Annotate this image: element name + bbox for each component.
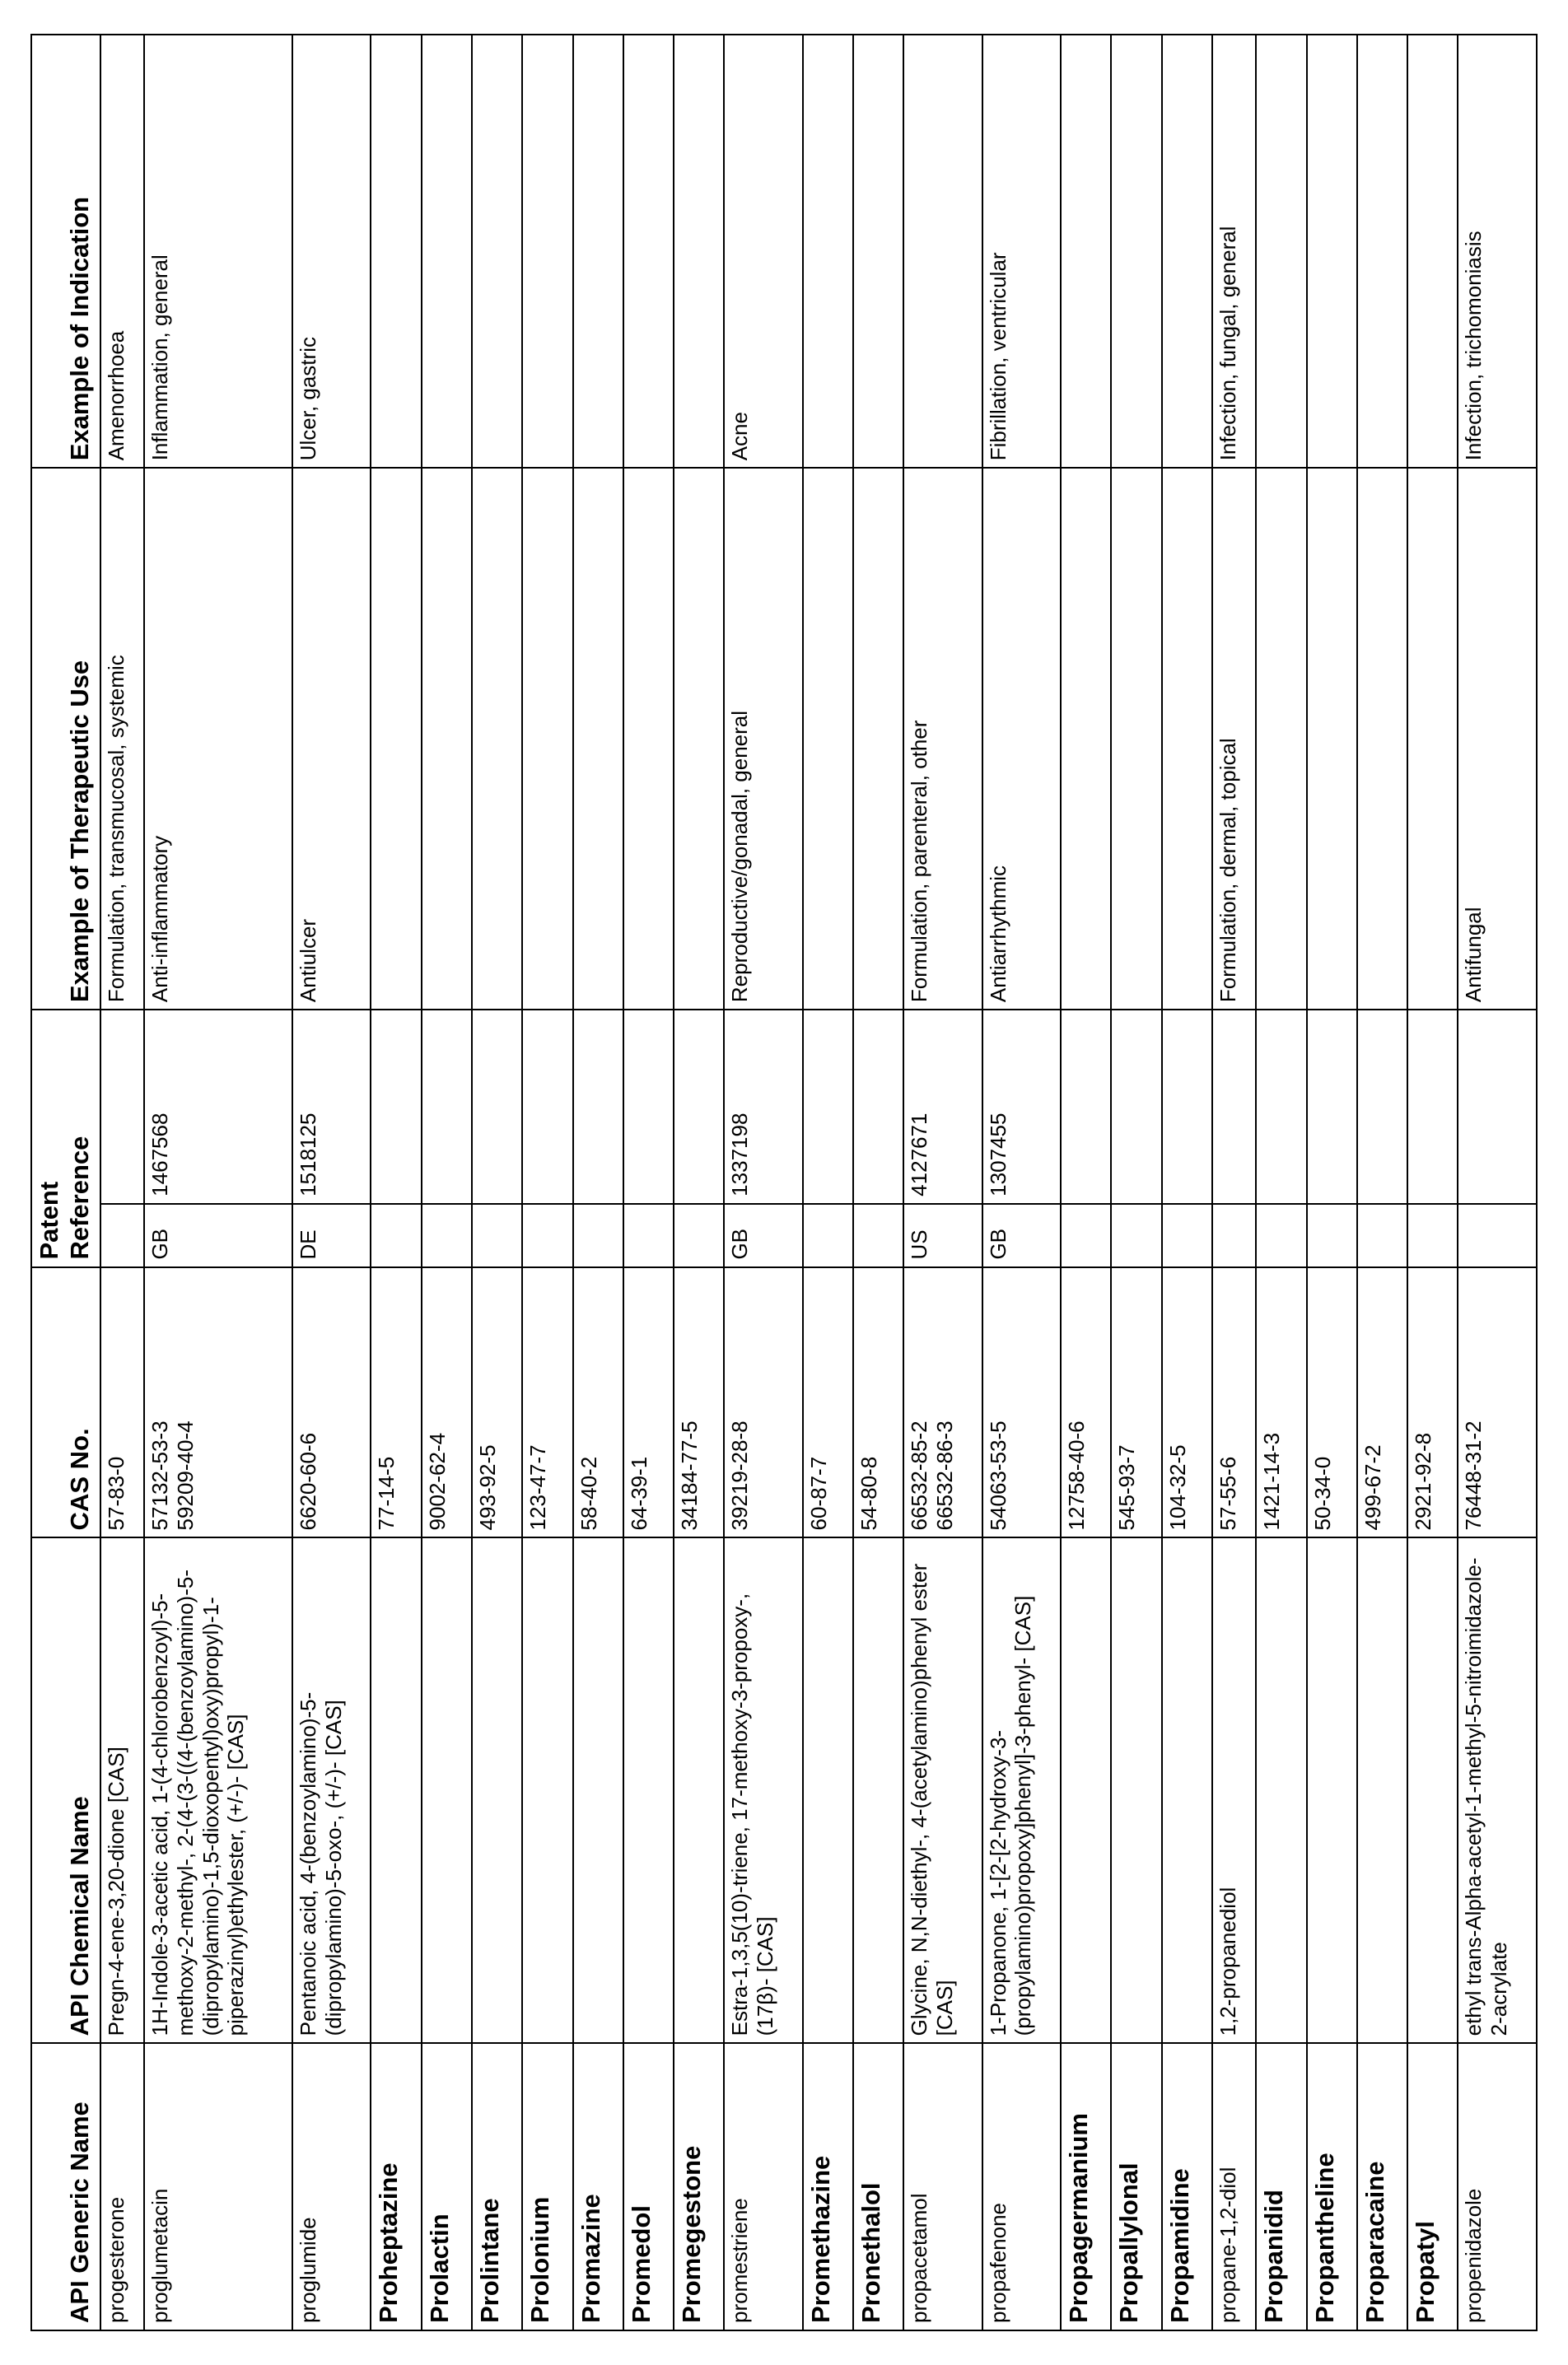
cell-therapeutic-use — [422, 468, 472, 1010]
table-row — [100, 35, 144, 2330]
cell-generic-name: Proparacaine — [1357, 2043, 1407, 2330]
cell-patent-country — [1061, 1204, 1111, 1267]
cell-therapeutic-use — [1407, 468, 1458, 1010]
cell-cas-no: 123-47-7 — [522, 1267, 572, 1538]
api-reference-table — [30, 34, 1538, 2331]
cell-generic-name: Propatyl — [1407, 2043, 1458, 2330]
column-header-generic-name: API Generic Name — [31, 2043, 100, 2330]
cell-generic-name: Promegestone — [674, 2043, 724, 2330]
table-row — [1212, 35, 1256, 2330]
cell-generic-name: progesterone — [100, 2043, 144, 2330]
cell-indication: Acne — [724, 35, 802, 468]
cell-cas-no: 64-39-1 — [623, 1267, 674, 1538]
cell-generic-name: propane-1,2-diol — [1212, 2043, 1256, 2330]
cell-generic-name: propenidazole — [1458, 2043, 1537, 2330]
cell-generic-name: Prolonium — [522, 2043, 572, 2330]
cell-chemical-name: 1-Propanone, 1-[2-[2-hydroxy-3-(propylamino)propoxy]phenyl]-3-phenyl- [CAS] — [982, 1537, 1061, 2043]
cell-patent-country — [371, 1204, 421, 1267]
cell-chemical-name: Glycine, N,N-diethyl-, 4-(acetylamino)phenyl ester [CAS] — [903, 1537, 982, 2043]
cell-therapeutic-use: Formulation, dermal, topical — [1212, 468, 1256, 1010]
cell-therapeutic-use — [573, 468, 623, 1010]
cell-cas-no: 1421-14-3 — [1256, 1267, 1306, 1538]
cell-generic-name: Proheptazine — [371, 2043, 421, 2330]
table-row — [803, 35, 853, 2330]
table-header-row — [31, 35, 100, 2330]
cell-generic-name: Propanidid — [1256, 2043, 1306, 2330]
cell-chemical-name — [1256, 1537, 1306, 2043]
cell-cas-no: 9002-62-4 — [422, 1267, 472, 1538]
cell-indication — [1307, 35, 1357, 468]
cell-patent-number — [1407, 1010, 1458, 1204]
cell-patent-number — [422, 1010, 472, 1204]
cell-cas-no: 54-80-8 — [853, 1267, 903, 1538]
cell-chemical-name: Pentanoic acid, 4-(benzoylamino)-5-(dipropylamino)-5-oxo-, (+/-)- [CAS] — [292, 1537, 371, 2043]
cell-chemical-name — [522, 1537, 572, 2043]
cell-patent-number — [1111, 1010, 1161, 1204]
cell-chemical-name — [674, 1537, 724, 2043]
cell-indication — [623, 35, 674, 468]
cell-patent-country — [1162, 1204, 1212, 1267]
cell-cas-no: 58-40-2 — [573, 1267, 623, 1538]
table-row — [573, 35, 623, 2330]
cell-therapeutic-use: Anti-inflammatory — [144, 468, 292, 1010]
table-row — [674, 35, 724, 2330]
cell-patent-number — [623, 1010, 674, 1204]
cell-patent-country — [472, 1204, 522, 1267]
cell-chemical-name: 1H-Indole-3-acetic acid, 1-(4-chlorobenzoyl)-5-methoxy-2-methyl-, 2-(4-(3-((4-(benzoylamino)-5-(dipropylamino)-1,5-dioxopentyl)oxy)propyl)-1-piperazinyl)ethylester, (+/-)- [CAS] — [144, 1537, 292, 2043]
cell-indication — [1256, 35, 1306, 468]
cell-patent-number — [371, 1010, 421, 1204]
patent-header-line2: Reference — [64, 1136, 94, 1260]
cell-patent-country: US — [903, 1204, 982, 1267]
cell-generic-name: propafenone — [982, 2043, 1061, 2330]
cell-therapeutic-use — [623, 468, 674, 1010]
cell-chemical-name — [853, 1537, 903, 2043]
table-row — [371, 35, 421, 2330]
cell-cas-no: 2921-92-8 — [1407, 1267, 1458, 1538]
column-header-indication: Example of Indication — [31, 35, 100, 468]
cell-therapeutic-use: Antiarrhythmic — [982, 468, 1061, 1010]
cell-patent-country — [1357, 1204, 1407, 1267]
cell-indication: Fibrillation, ventricular — [982, 35, 1061, 468]
cell-generic-name: Pronethalol — [853, 2043, 903, 2330]
cell-patent-country — [1256, 1204, 1306, 1267]
table-row — [853, 35, 903, 2330]
cell-patent-country — [100, 1204, 144, 1267]
cell-patent-country — [623, 1204, 674, 1267]
table-row — [522, 35, 572, 2330]
table-row — [1061, 35, 1111, 2330]
cell-therapeutic-use: Formulation, parenteral, other — [903, 468, 982, 1010]
cell-generic-name: Promazine — [573, 2043, 623, 2330]
cell-patent-country — [803, 1204, 853, 1267]
cell-chemical-name — [1162, 1537, 1212, 2043]
cell-cas-no: 76448-31-2 — [1458, 1267, 1537, 1538]
cell-cas-no: 77-14-5 — [371, 1267, 421, 1538]
table-row — [1458, 35, 1537, 2330]
cell-therapeutic-use: Antiulcer — [292, 468, 371, 1010]
cell-chemical-name: Estra-1,3,5(10)-triene, 17-methoxy-3-propoxy-, (17β)- [CAS] — [724, 1537, 802, 2043]
table-row — [1307, 35, 1357, 2330]
cell-indication — [522, 35, 572, 468]
cell-patent-number: 4127671 — [903, 1010, 982, 1204]
cell-indication — [903, 35, 982, 468]
cell-indication — [803, 35, 853, 468]
cell-therapeutic-use — [371, 468, 421, 1010]
cell-indication: Inflammation, general — [144, 35, 292, 468]
cell-patent-country — [674, 1204, 724, 1267]
cell-patent-number: 1307455 — [982, 1010, 1061, 1204]
cell-indication — [1061, 35, 1111, 468]
cell-patent-number — [573, 1010, 623, 1204]
cell-chemical-name: Pregn-4-ene-3,20-dione [CAS] — [100, 1537, 144, 2043]
cell-generic-name: Prolintane — [472, 2043, 522, 2330]
table-row — [144, 35, 292, 2330]
cell-generic-name: Propantheline — [1307, 2043, 1357, 2330]
cell-patent-country — [1307, 1204, 1357, 1267]
table-row — [1256, 35, 1306, 2330]
cell-therapeutic-use — [1357, 468, 1407, 1010]
cell-patent-country — [1212, 1204, 1256, 1267]
table-row — [472, 35, 522, 2330]
cell-patent-number: 1467568 — [144, 1010, 292, 1204]
cell-cas-no: 60-87-7 — [803, 1267, 853, 1538]
cell-patent-number — [472, 1010, 522, 1204]
table-row — [1407, 35, 1458, 2330]
cell-chemical-name — [1357, 1537, 1407, 2043]
cell-cas-no: 12758-40-6 — [1061, 1267, 1111, 1538]
cell-chemical-name — [472, 1537, 522, 2043]
cell-patent-number — [1256, 1010, 1306, 1204]
cell-cas-no: 493-92-5 — [472, 1267, 522, 1538]
cell-patent-country — [853, 1204, 903, 1267]
cell-cas-no: 39219-28-8 — [724, 1267, 802, 1538]
cell-indication — [472, 35, 522, 468]
cell-patent-number — [1162, 1010, 1212, 1204]
cell-therapeutic-use — [1256, 468, 1306, 1010]
cell-chemical-name — [623, 1537, 674, 2043]
cell-patent-number — [1061, 1010, 1111, 1204]
cell-chemical-name — [422, 1537, 472, 2043]
column-header-cas-no: CAS No. — [31, 1267, 100, 1538]
cell-cas-no: 499-67-2 — [1357, 1267, 1407, 1538]
cell-chemical-name: 1,2-propanediol — [1212, 1537, 1256, 2043]
cell-indication — [573, 35, 623, 468]
cell-indication — [422, 35, 472, 468]
cell-patent-number: 1518125 — [292, 1010, 371, 1204]
cell-patent-number: 1337198 — [724, 1010, 802, 1204]
cell-patent-number — [100, 1010, 144, 1204]
cell-patent-number — [522, 1010, 572, 1204]
cell-patent-number — [803, 1010, 853, 1204]
cell-chemical-name — [573, 1537, 623, 2043]
cell-indication — [1407, 35, 1458, 468]
cell-therapeutic-use — [1307, 468, 1357, 1010]
cell-therapeutic-use — [1061, 468, 1111, 1010]
cell-patent-country — [1111, 1204, 1161, 1267]
cell-indication — [1162, 35, 1212, 468]
cell-chemical-name — [1307, 1537, 1357, 2043]
table-row — [724, 35, 802, 2330]
cell-cas-no: 34184-77-5 — [674, 1267, 724, 1538]
cell-cas-no: 50-34-0 — [1307, 1267, 1357, 1538]
table-header — [31, 35, 100, 2330]
cell-therapeutic-use — [674, 468, 724, 1010]
table-row — [292, 35, 371, 2330]
cell-indication — [853, 35, 903, 468]
cell-patent-number — [853, 1010, 903, 1204]
cell-chemical-name — [803, 1537, 853, 2043]
cell-patent-number — [674, 1010, 724, 1204]
cell-patent-number — [1307, 1010, 1357, 1204]
table-row — [422, 35, 472, 2330]
cell-therapeutic-use — [1162, 468, 1212, 1010]
cell-patent-country: GB — [982, 1204, 1061, 1267]
cell-generic-name: promestriene — [724, 2043, 802, 2330]
table-row — [982, 35, 1061, 2330]
cell-indication: Infection, fungal, general — [1212, 35, 1256, 468]
cell-chemical-name: ethyl trans-Alpha-acetyl-1-methyl-5-nitroimidazole-2-acrylate — [1458, 1537, 1537, 2043]
cell-patent-number — [1458, 1010, 1537, 1204]
cell-generic-name: Promethazine — [803, 2043, 853, 2330]
table-row — [1111, 35, 1161, 2330]
cell-chemical-name — [1111, 1537, 1161, 2043]
cell-chemical-name — [1407, 1537, 1458, 2043]
table-row — [1162, 35, 1212, 2330]
cell-therapeutic-use: Formulation, transmucosal, systemic — [100, 468, 144, 1010]
cell-indication — [1111, 35, 1161, 468]
column-header-therapeutic-use: Example of Therapeutic Use — [31, 468, 100, 1010]
cell-therapeutic-use — [853, 468, 903, 1010]
cell-patent-country — [573, 1204, 623, 1267]
table-row — [1357, 35, 1407, 2330]
table-row — [623, 35, 674, 2330]
cell-generic-name: propacetamol — [903, 2043, 982, 2330]
cell-indication: Infection, trichomoniasis — [1458, 35, 1537, 468]
cell-indication — [674, 35, 724, 468]
cell-cas-no: 54063-53-5 — [982, 1267, 1061, 1538]
cell-patent-country — [422, 1204, 472, 1267]
cell-indication: Amenorrhoea — [100, 35, 144, 468]
cell-patent-country: GB — [724, 1204, 802, 1267]
cell-therapeutic-use: Reproductive/gonadal, general — [724, 468, 802, 1010]
cell-generic-name: Prolactin — [422, 2043, 472, 2330]
cell-indication — [1357, 35, 1407, 468]
cell-therapeutic-use — [1111, 468, 1161, 1010]
cell-patent-country: DE — [292, 1204, 371, 1267]
cell-chemical-name — [1061, 1537, 1111, 2043]
cell-generic-name: Propamidine — [1162, 2043, 1212, 2330]
cell-indication: Ulcer, gastric — [292, 35, 371, 468]
column-header-patent-reference — [31, 1010, 100, 1266]
cell-patent-number — [1212, 1010, 1256, 1204]
cell-patent-country — [1458, 1204, 1537, 1267]
cell-generic-name: proglumide — [292, 2043, 371, 2330]
cell-indication — [371, 35, 421, 468]
cell-generic-name: proglumetacin — [144, 2043, 292, 2330]
cell-generic-name: Propallylonal — [1111, 2043, 1161, 2330]
cell-generic-name: Propagermanium — [1061, 2043, 1111, 2330]
cell-therapeutic-use: Antifungal — [1458, 468, 1537, 1010]
cell-therapeutic-use — [522, 468, 572, 1010]
cell-patent-country — [522, 1204, 572, 1267]
table-body — [100, 35, 1537, 2330]
cell-cas-no: 57-55-6 — [1212, 1267, 1256, 1538]
cell-generic-name: Promedol — [623, 2043, 674, 2330]
cell-cas-no: 104-32-5 — [1162, 1267, 1212, 1538]
table-row — [903, 35, 982, 2330]
cell-patent-country — [1407, 1204, 1458, 1267]
cell-chemical-name — [371, 1537, 421, 2043]
cell-cas-no: 545-93-7 — [1111, 1267, 1161, 1538]
column-header-chemical-name: API Chemical Name — [31, 1537, 100, 2043]
cell-therapeutic-use — [472, 468, 522, 1010]
cell-patent-country: GB — [144, 1204, 292, 1267]
cell-cas-no: 57-83-0 — [100, 1267, 144, 1538]
cell-patent-number — [1357, 1010, 1407, 1204]
cell-therapeutic-use — [803, 468, 853, 1010]
cell-cas-no: 66532-85-2 66532-86-3 — [903, 1267, 982, 1538]
patent-header-line1: Patent — [35, 1181, 63, 1260]
cell-cas-no: 57132-53-3 59209-40-4 — [144, 1267, 292, 1538]
rotated-table-container — [30, 34, 1538, 2331]
cell-cas-no: 6620-60-6 — [292, 1267, 371, 1538]
